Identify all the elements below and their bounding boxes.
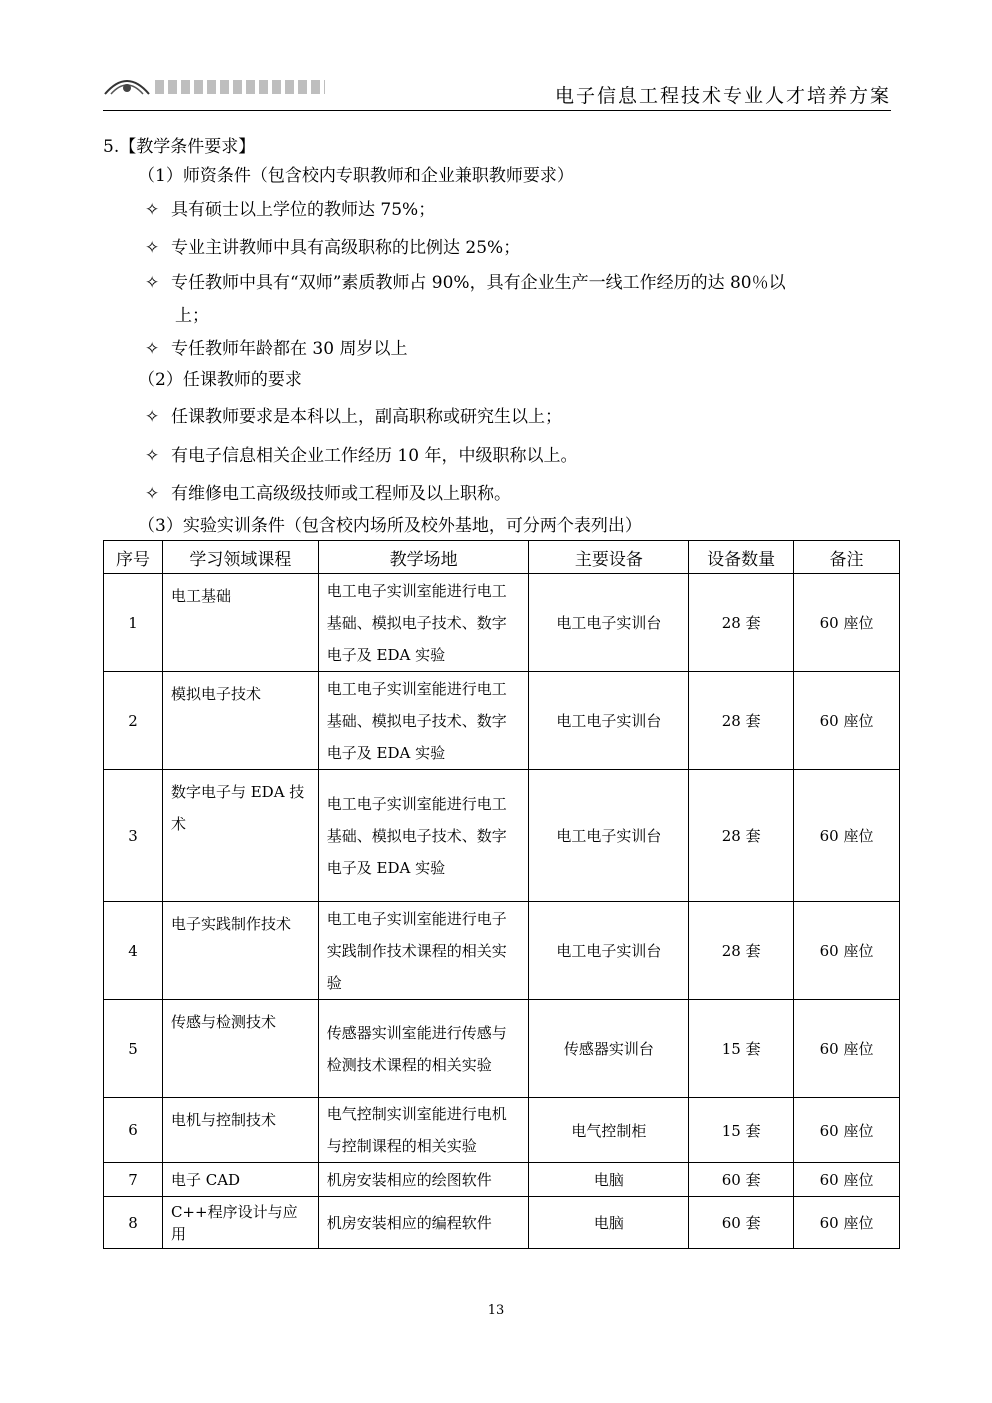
subsection-2: （2）任课教师的要求 [138, 370, 302, 390]
section-heading: 5.【教学条件要求】 [103, 137, 256, 157]
lab-conditions-table [103, 540, 900, 1249]
cell-no: 6 [104, 1098, 163, 1163]
cell-venue: 电工电子实训室能进行电工基础、模拟电子技术、数字电子及 EDA 实验 [318, 574, 529, 672]
cell-no: 3 [104, 770, 163, 902]
bullet-item: ✧ 有电子信息相关企业工作经历 10 年，中级职称以上。 [145, 446, 578, 466]
cell-equipment: 电工电子实训台 [529, 902, 689, 1000]
cell-no: 2 [104, 672, 163, 770]
cell-no: 8 [104, 1197, 163, 1249]
cell-venue: 电工电子实训室能进行电工基础、模拟电子技术、数字电子及 EDA 实验 [318, 672, 529, 770]
page-header [103, 70, 891, 111]
diamond-bullet-icon: ✧ [145, 200, 160, 220]
cell-note: 60 座位 [794, 672, 900, 770]
cell-qty: 15 套 [689, 1098, 794, 1163]
col-header-equipment: 主要设备 [529, 541, 689, 574]
cell-equipment: 电工电子实训台 [529, 574, 689, 672]
cell-venue: 传感器实训室能进行传感与检测技术课程的相关实验 [318, 1000, 529, 1098]
cell-course: 电子 CAD [162, 1163, 318, 1197]
diamond-bullet-icon: ✧ [145, 273, 160, 293]
cell-course: 电工基础 [162, 574, 318, 672]
cell-equipment: 电气控制柜 [529, 1098, 689, 1163]
header-title: 电子信息工程技术专业人才培养方案 [554, 85, 891, 107]
cell-note: 60 座位 [794, 574, 900, 672]
cell-equipment: 传感器实训台 [529, 1000, 689, 1098]
table-row [104, 770, 900, 902]
bullet-continuation: 上； [175, 306, 209, 326]
cell-no: 7 [104, 1163, 163, 1197]
cell-equipment: 电脑 [529, 1197, 689, 1249]
table-row [104, 574, 900, 672]
bullet-item: ✧ 专业主讲教师中具有高级职称的比例达 25%； [145, 238, 521, 258]
bullet-item: ✧ 专任教师中具有“双师”素质教师占 90%，具有企业生产一线工作经历的达 80％以 [145, 273, 786, 293]
cell-qty: 15 套 [689, 1000, 794, 1098]
col-header-no: 序号 [104, 541, 163, 574]
table-row [104, 672, 900, 770]
col-header-course: 学习领域课程 [162, 541, 318, 574]
bullet-item: ✧ 专任教师年龄都在 30 周岁以上 [145, 339, 408, 359]
table-header-row [104, 541, 900, 574]
cell-note: 60 座位 [794, 1098, 900, 1163]
cell-course: 数字电子与 EDA 技术 [162, 770, 318, 902]
table-row [104, 1197, 900, 1249]
cell-qty: 28 套 [689, 770, 794, 902]
subsection-1: （1）师资条件（包含校内专职教师和企业兼职教师要求） [138, 166, 574, 186]
table-row [104, 1000, 900, 1098]
bullet-item: ✧ 任课教师要求是本科以上，副高职称或研究生以上； [145, 407, 562, 427]
cell-qty: 28 套 [689, 902, 794, 1000]
cell-course: C++程序设计与应用 [162, 1197, 318, 1249]
cell-venue: 电工电子实训室能进行电工基础、模拟电子技术、数字电子及 EDA 实验 [318, 770, 529, 902]
school-logo-icon [103, 74, 151, 96]
cell-venue: 机房安装相应的绘图软件 [318, 1163, 529, 1197]
cell-qty: 60 套 [689, 1163, 794, 1197]
bullet-item: ✧ 具有硕士以上学位的教师达 75%； [145, 200, 436, 220]
cell-qty: 28 套 [689, 574, 794, 672]
cell-note: 60 座位 [794, 1163, 900, 1197]
col-header-note: 备注 [794, 541, 900, 574]
cell-note: 60 座位 [794, 902, 900, 1000]
cell-course: 模拟电子技术 [162, 672, 318, 770]
cell-equipment: 电工电子实训台 [529, 770, 689, 902]
cell-course: 电机与控制技术 [162, 1098, 318, 1163]
diamond-bullet-icon: ✧ [145, 238, 160, 258]
cell-course: 传感与检测技术 [162, 1000, 318, 1098]
cell-no: 4 [104, 902, 163, 1000]
table-row [104, 1098, 900, 1163]
cell-qty: 60 套 [689, 1197, 794, 1249]
diamond-bullet-icon: ✧ [145, 446, 160, 466]
cell-no: 5 [104, 1000, 163, 1098]
cell-venue: 机房安装相应的编程软件 [318, 1197, 529, 1249]
school-name-logo [155, 80, 325, 94]
cell-venue: 电气控制实训室能进行电机与控制课程的相关实验 [318, 1098, 529, 1163]
col-header-qty: 设备数量 [689, 541, 794, 574]
cell-equipment: 电脑 [529, 1163, 689, 1197]
cell-equipment: 电工电子实训台 [529, 672, 689, 770]
cell-note: 60 座位 [794, 1197, 900, 1249]
diamond-bullet-icon: ✧ [145, 407, 160, 427]
bullet-item: ✧ 有维修电工高级级技师或工程师及以上职称。 [145, 484, 511, 504]
subsection-3: （3）实验实训条件（包含校内场所及校外基地，可分两个表列出） [138, 516, 642, 536]
cell-venue: 电工电子实训室能进行电子实践制作技术课程的相关实验 [318, 902, 529, 1000]
cell-qty: 28 套 [689, 672, 794, 770]
table-row [104, 1163, 900, 1197]
table-row [104, 902, 900, 1000]
page-number: 13 [487, 1303, 505, 1318]
cell-note: 60 座位 [794, 770, 900, 902]
cell-no: 1 [104, 574, 163, 672]
col-header-venue: 教学场地 [318, 541, 529, 574]
cell-course: 电子实践制作技术 [162, 902, 318, 1000]
diamond-bullet-icon: ✧ [145, 339, 160, 359]
cell-note: 60 座位 [794, 1000, 900, 1098]
diamond-bullet-icon: ✧ [145, 484, 160, 504]
